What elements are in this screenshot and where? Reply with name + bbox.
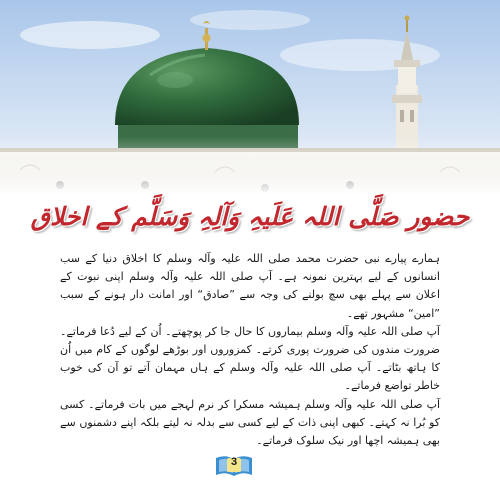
paragraph: ہمارے پیارے نبی حضرت محمد صلی اللہ علیہ وآلہ وسلم کا اخلاق دنیا کے سب انسانوں کے لیے بہترین نمونہ ہے۔ آپ صلی اللہ علیہ وآلہ وسلم اپنی نبوت کے اعلان سے پہلے بھی سچ بولنے کی وجہ سے ”صادق“ اور امانت دار ہونے کے سبب ”امین“ مشہور تھے۔ [60, 252, 440, 320]
paragraph: آپ صلی اللہ علیہ وآلہ وسلم بیماروں کا حال جا کر پوچھتے۔ اُن کے لیے دُعا فرماتے۔ ضرورت مندوں کی ضرورت پوری کرتے۔ کمزوروں اور بوڑھے لوگوں کے کام میں اُن کا ہاتھ بٹاتے۔ آپ صلی اللہ علیہ وآلہ وسلم کے ہاں مہمان آتے تو آن کی خوب خاطر تواضع فرماتے۔ [60, 324, 440, 393]
body-text [60, 250, 440, 450]
page-title: حضور صَلَّی اللہ عَلَیہِ وَآلِہِ وَسَلَّم کے اخلاق [30, 202, 470, 231]
paragraph: آپ صلی اللہ علیہ وآلہ وسلم ہمیشہ مسکرا کر نرم لہجے میں بات فرماتے۔ کسی کو بُرا نہ کہتے۔ کبھی اپنی ذات کے لیے کسی سے بدلہ نہ لیتے بلکہ اپنے دشمنوں سے بھی ہمیشہ اچھا اور نیک سلوک فرماتے۔ [60, 397, 440, 448]
green-dome-illustration [0, 0, 500, 195]
page-number: 3 [230, 456, 238, 468]
page-number-badge [214, 452, 254, 480]
